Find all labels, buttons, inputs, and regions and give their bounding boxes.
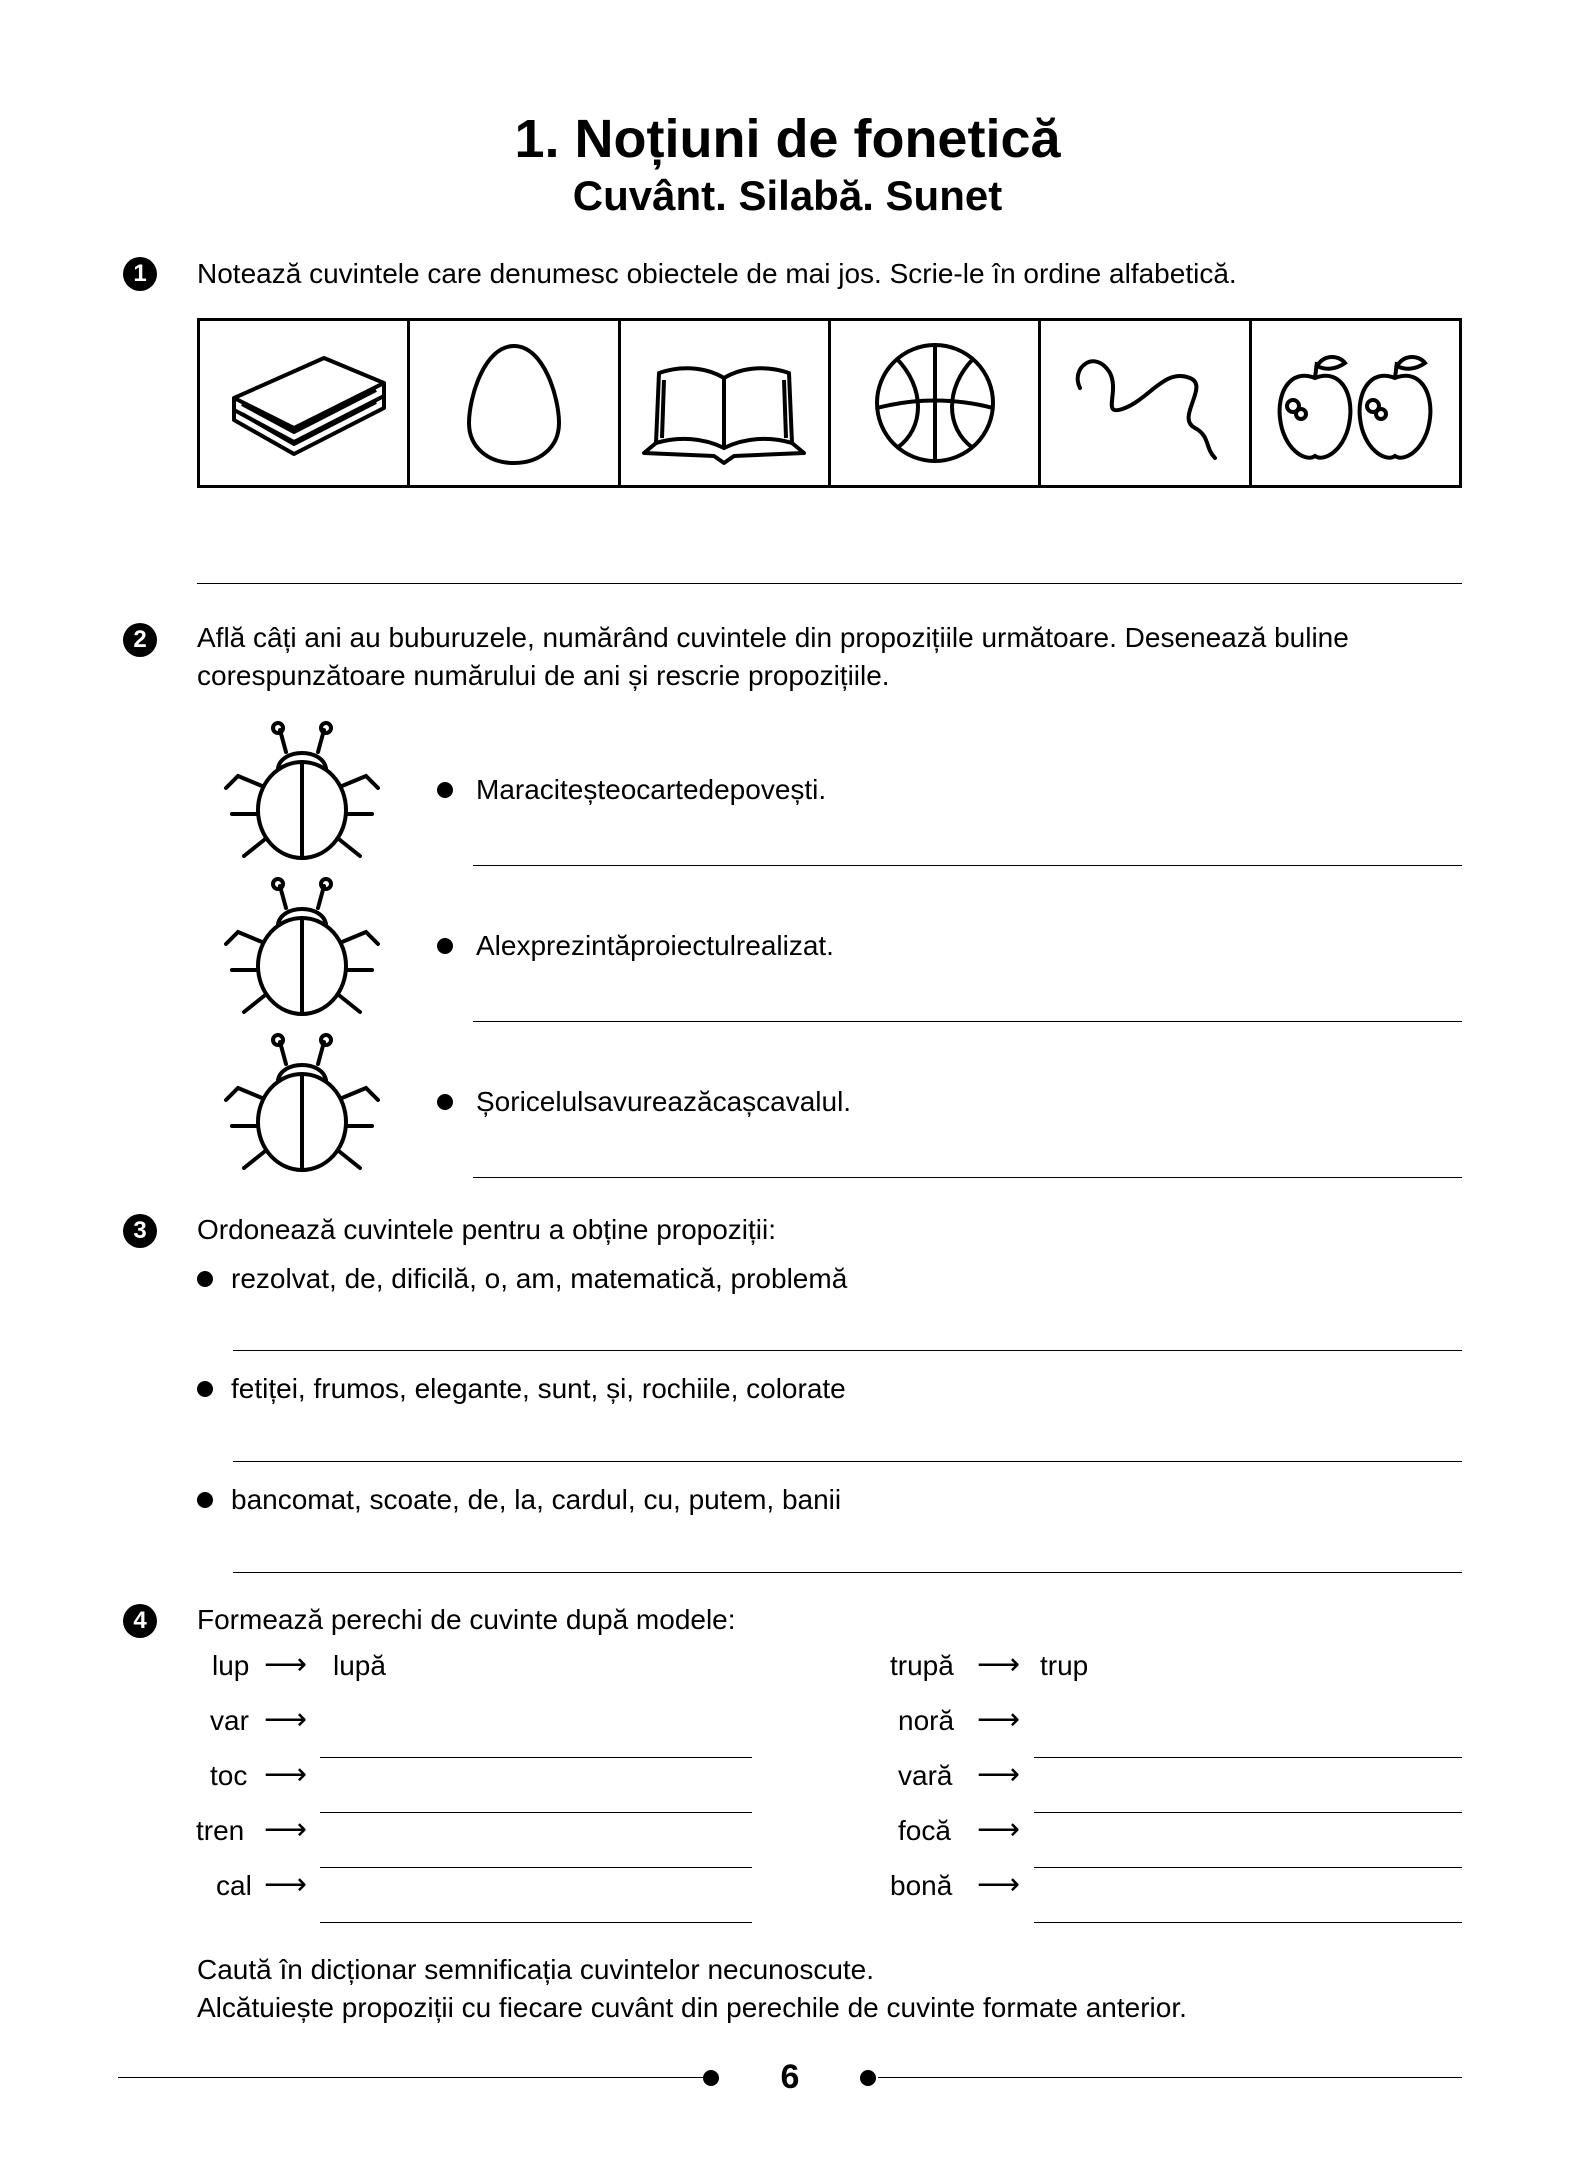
exercise-number-4: 4 xyxy=(123,1604,157,1638)
exercise-4-footer-line2: Alcătuiește propoziții cu fiecare cuvânt din perechile de cuvinte formate anterior. xyxy=(197,1992,1187,2023)
page-title: 1. Noțiuni de fonetică xyxy=(514,109,1061,169)
pair-word-right-1: noră xyxy=(898,1705,955,1736)
scrambled-words-1: rezolvat, de, dificilă, o, am, matematică, problemă xyxy=(231,1263,848,1294)
ball-icon xyxy=(845,328,1025,478)
image-cell-book xyxy=(200,321,410,485)
footer-dot xyxy=(703,2070,719,2086)
image-cell-string xyxy=(1041,321,1251,485)
model-answer-left: lupă xyxy=(333,1650,386,1681)
answer-line-ex3-2[interactable] xyxy=(233,1461,1462,1462)
ladybug-icon[interactable] xyxy=(222,874,382,1019)
arrow-icon: ⟶ xyxy=(264,1758,308,1791)
pair-word-left-4: cal xyxy=(216,1870,252,1901)
arrow-icon: ⟶ xyxy=(264,1703,308,1736)
exercise-number-1: 1 xyxy=(123,257,157,291)
apples-icon xyxy=(1265,328,1445,478)
scrambled-words-3: bancomat, scoate, de, la, cardul, cu, putem, banii xyxy=(231,1484,842,1515)
sentence-1: Maraciteșteocartedepovești. xyxy=(476,774,827,805)
model-word-right: trupă xyxy=(890,1650,954,1681)
pair-word-right-3: focă xyxy=(898,1815,951,1846)
pair-word-right-2: vară xyxy=(898,1760,953,1791)
footer-dot xyxy=(860,2070,876,2086)
answer-line-ex3-1[interactable] xyxy=(233,1350,1462,1351)
answer-line-sentence-1[interactable] xyxy=(473,865,1462,866)
exercise-1-instruction: Notează cuvintele care denumesc obiectele de mai jos. Scrie-le în ordine alfabetică. xyxy=(197,258,1237,289)
footer-rule-right xyxy=(878,2077,1462,2078)
exercise-2-instruction-line1: Află câți ani au buburuzele, numărând cuvintele din propozițiile următoare. Desenează buline xyxy=(197,622,1349,653)
arrow-icon: ⟶ xyxy=(977,1648,1021,1681)
answer-line-left-2[interactable] xyxy=(320,1812,752,1813)
answer-line-right-3[interactable] xyxy=(1034,1867,1462,1868)
bullet xyxy=(437,938,453,954)
page-number: 6 xyxy=(780,2058,800,2096)
ladybug-icon[interactable] xyxy=(222,1030,382,1175)
answer-line-ex1[interactable] xyxy=(197,583,1462,584)
exercise-number-2: 2 xyxy=(123,623,157,657)
image-row xyxy=(197,318,1462,488)
pair-word-left-3: tren xyxy=(196,1815,245,1846)
sentence-3: Șoricelulsavureazăcașcavalul. xyxy=(476,1086,852,1117)
answer-line-right-4[interactable] xyxy=(1034,1922,1462,1923)
image-cell-open-book xyxy=(621,321,831,485)
model-word-left: lup xyxy=(212,1650,250,1681)
pair-word-left-1: var xyxy=(210,1705,249,1736)
footer-rule-left xyxy=(118,2077,705,2078)
page-subtitle: Cuvânt. Silabă. Sunet xyxy=(572,172,1003,219)
bullet xyxy=(197,1381,213,1397)
exercise-4-footer-line1: Caută în dicționar semnificația cuvintelor necunoscute. xyxy=(197,1954,875,1985)
sentence-2: Alexprezintăproiectulrealizat. xyxy=(476,930,834,961)
answer-line-sentence-3[interactable] xyxy=(473,1177,1462,1178)
answer-line-sentence-2[interactable] xyxy=(473,1021,1462,1022)
arrow-icon: ⟶ xyxy=(977,1703,1021,1736)
image-cell-egg xyxy=(410,321,620,485)
arrow-icon: ⟶ xyxy=(977,1758,1021,1791)
model-answer-right: trup xyxy=(1040,1650,1089,1681)
pair-word-right-4: bonă xyxy=(890,1870,953,1901)
ladybug-icon[interactable] xyxy=(222,718,382,863)
answer-line-right-2[interactable] xyxy=(1034,1812,1462,1813)
exercise-3-instruction: Ordonează cuvintele pentru a obține propoziții: xyxy=(197,1214,777,1245)
open-book-icon xyxy=(634,328,814,478)
answer-line-left-4[interactable] xyxy=(320,1922,752,1923)
exercise-4-instruction: Formează perechi de cuvinte după modele: xyxy=(197,1604,736,1635)
bullet xyxy=(197,1271,213,1287)
arrow-icon: ⟶ xyxy=(264,1868,308,1901)
arrow-icon: ⟶ xyxy=(264,1813,308,1846)
exercise-number-3: 3 xyxy=(123,1214,157,1248)
image-cell-ball xyxy=(831,321,1041,485)
arrow-icon: ⟶ xyxy=(977,1813,1021,1846)
bullet xyxy=(197,1492,213,1508)
answer-line-left-3[interactable] xyxy=(320,1867,752,1868)
answer-line-ex3-3[interactable] xyxy=(233,1572,1462,1573)
string-icon xyxy=(1055,328,1235,478)
answer-line-right-1[interactable] xyxy=(1034,1757,1462,1758)
arrow-icon: ⟶ xyxy=(977,1868,1021,1901)
pair-word-left-2: toc xyxy=(210,1760,248,1791)
bullet xyxy=(437,782,453,798)
bullet xyxy=(437,1094,453,1110)
arrow-icon: ⟶ xyxy=(264,1648,308,1681)
exercise-2-instruction-line2: corespunzătoare numărului de ani și rescrie propozițiile. xyxy=(197,660,890,691)
egg-icon xyxy=(424,328,604,478)
scrambled-words-2: fetiței, frumos, elegante, sunt, și, rochiile, colorate xyxy=(231,1373,846,1404)
image-cell-apples xyxy=(1252,321,1459,485)
closed-book-icon xyxy=(214,328,394,478)
answer-line-left-1[interactable] xyxy=(320,1757,752,1758)
